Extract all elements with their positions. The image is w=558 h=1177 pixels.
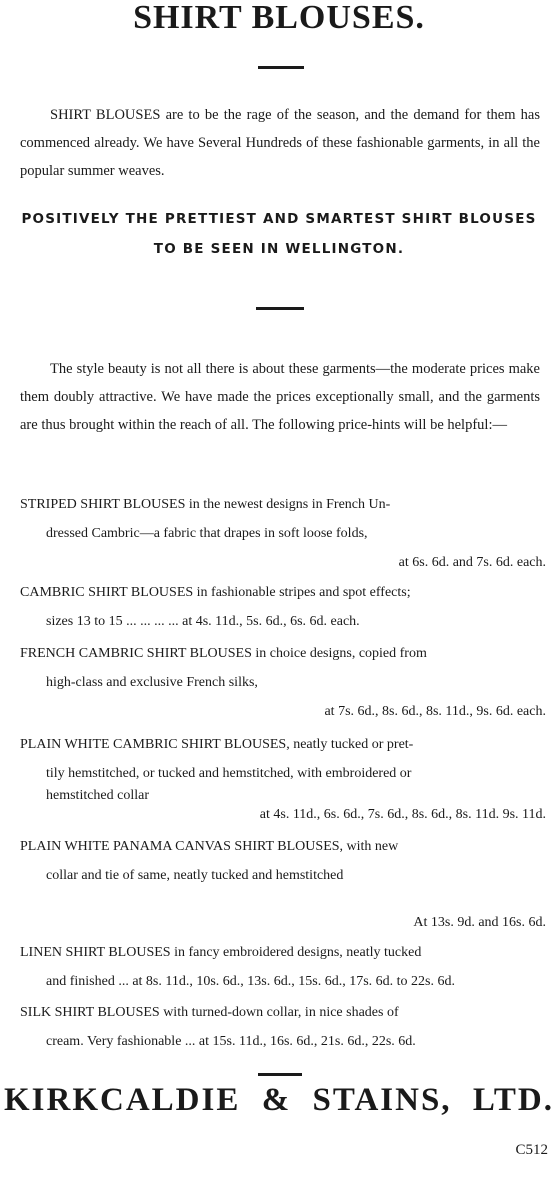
signature-word: STAINS, bbox=[312, 1082, 452, 1118]
list-item bbox=[20, 578, 550, 636]
signature-word: & bbox=[261, 1082, 292, 1118]
item-line: collar and tie of same, neatly tucked and hemstitched bbox=[46, 868, 344, 883]
item-line: and finished ... at 8s. 11d., 10s. 6d., 13s. 6d., 15s. 6d., 17s. 6d. to 22s. 6d. bbox=[46, 974, 455, 989]
signature-word: LTD. bbox=[472, 1082, 554, 1118]
list-item bbox=[20, 730, 550, 826]
store-signature bbox=[0, 1080, 558, 1120]
list-item bbox=[20, 832, 550, 937]
item-price: at 4s. 11d., 6s. 6d., 7s. 6d., 8s. 6d., 8s. 11d. 9s. 11d. bbox=[259, 807, 546, 822]
item-line: PLAIN WHITE PANAMA CANVAS SHIRT BLOUSES, with new bbox=[20, 839, 399, 854]
item-line: CAMBRIC SHIRT BLOUSES in fashionable stripes and spot effects; bbox=[20, 585, 411, 600]
list-item bbox=[20, 998, 550, 1056]
ad-title: SHIRT BLOUSES. bbox=[133, 0, 425, 36]
list-item bbox=[20, 490, 550, 577]
item-line: STRIPED SHIRT BLOUSES in the newest designs in French Un- bbox=[20, 497, 391, 512]
headline-line-2: TO BE SEEN IN WELLINGTON. bbox=[153, 241, 405, 257]
prices-paragraph: The style beauty is not all there is about these garments—the moderate prices make them doubly attractive. We have made the prices exceptionally small, and the garments are thus brought within the reach of all. The following price-hints will be helpful:— bbox=[20, 361, 540, 433]
signature-word: KIRKCALDIE bbox=[4, 1082, 241, 1118]
item-line: hemstitched collar bbox=[46, 788, 150, 803]
item-line: FRENCH CAMBRIC SHIRT BLOUSES in choice designs, copied from bbox=[20, 646, 427, 661]
ad-code: C512 bbox=[515, 1142, 548, 1158]
item-price: at 7s. 6d., 8s. 6d., 8s. 11d., 9s. 6d. each. bbox=[324, 704, 546, 719]
item-line: PLAIN WHITE CAMBRIC SHIRT BLOUSES, neatly tucked or pret- bbox=[20, 737, 414, 752]
item-line: high-class and exclusive French silks, bbox=[46, 675, 258, 690]
divider-rule bbox=[258, 1073, 302, 1076]
item-price: At 13s. 9d. and 16s. 6d. bbox=[413, 915, 546, 930]
item-line: cream. Very fashionable ... at 15s. 11d., 16s. 6d., 21s. 6d., 22s. 6d. bbox=[46, 1034, 416, 1049]
item-line: dressed Cambric—a fabric that drapes in soft loose folds, bbox=[46, 526, 368, 541]
item-line: tily hemstitched, or tucked and hemstitched, with embroidered or bbox=[46, 766, 412, 781]
item-line: sizes 13 to 15 ... ... ... ... at 4s. 11d., 5s. 6d., 6s. 6d. each. bbox=[46, 614, 360, 629]
list-item bbox=[20, 639, 550, 726]
divider-rule bbox=[258, 66, 304, 69]
item-line: SILK SHIRT BLOUSES with turned-down collar, in nice shades of bbox=[20, 1005, 399, 1020]
item-price: at 6s. 6d. and 7s. 6d. each. bbox=[398, 555, 546, 570]
divider-rule bbox=[256, 307, 304, 310]
headline-line-1: POSITIVELY THE PRETTIEST AND SMARTEST SHIRT BLOUSES bbox=[21, 211, 537, 227]
intro-paragraph: SHIRT BLOUSES are to be the rage of the season, and the demand for them has commenced already. We have Several Hundreds of these fashionable garments, in all the popular summer weaves. bbox=[20, 107, 540, 179]
list-item bbox=[20, 938, 550, 996]
item-line: LINEN SHIRT BLOUSES in fancy embroidered designs, neatly tucked bbox=[20, 945, 422, 960]
